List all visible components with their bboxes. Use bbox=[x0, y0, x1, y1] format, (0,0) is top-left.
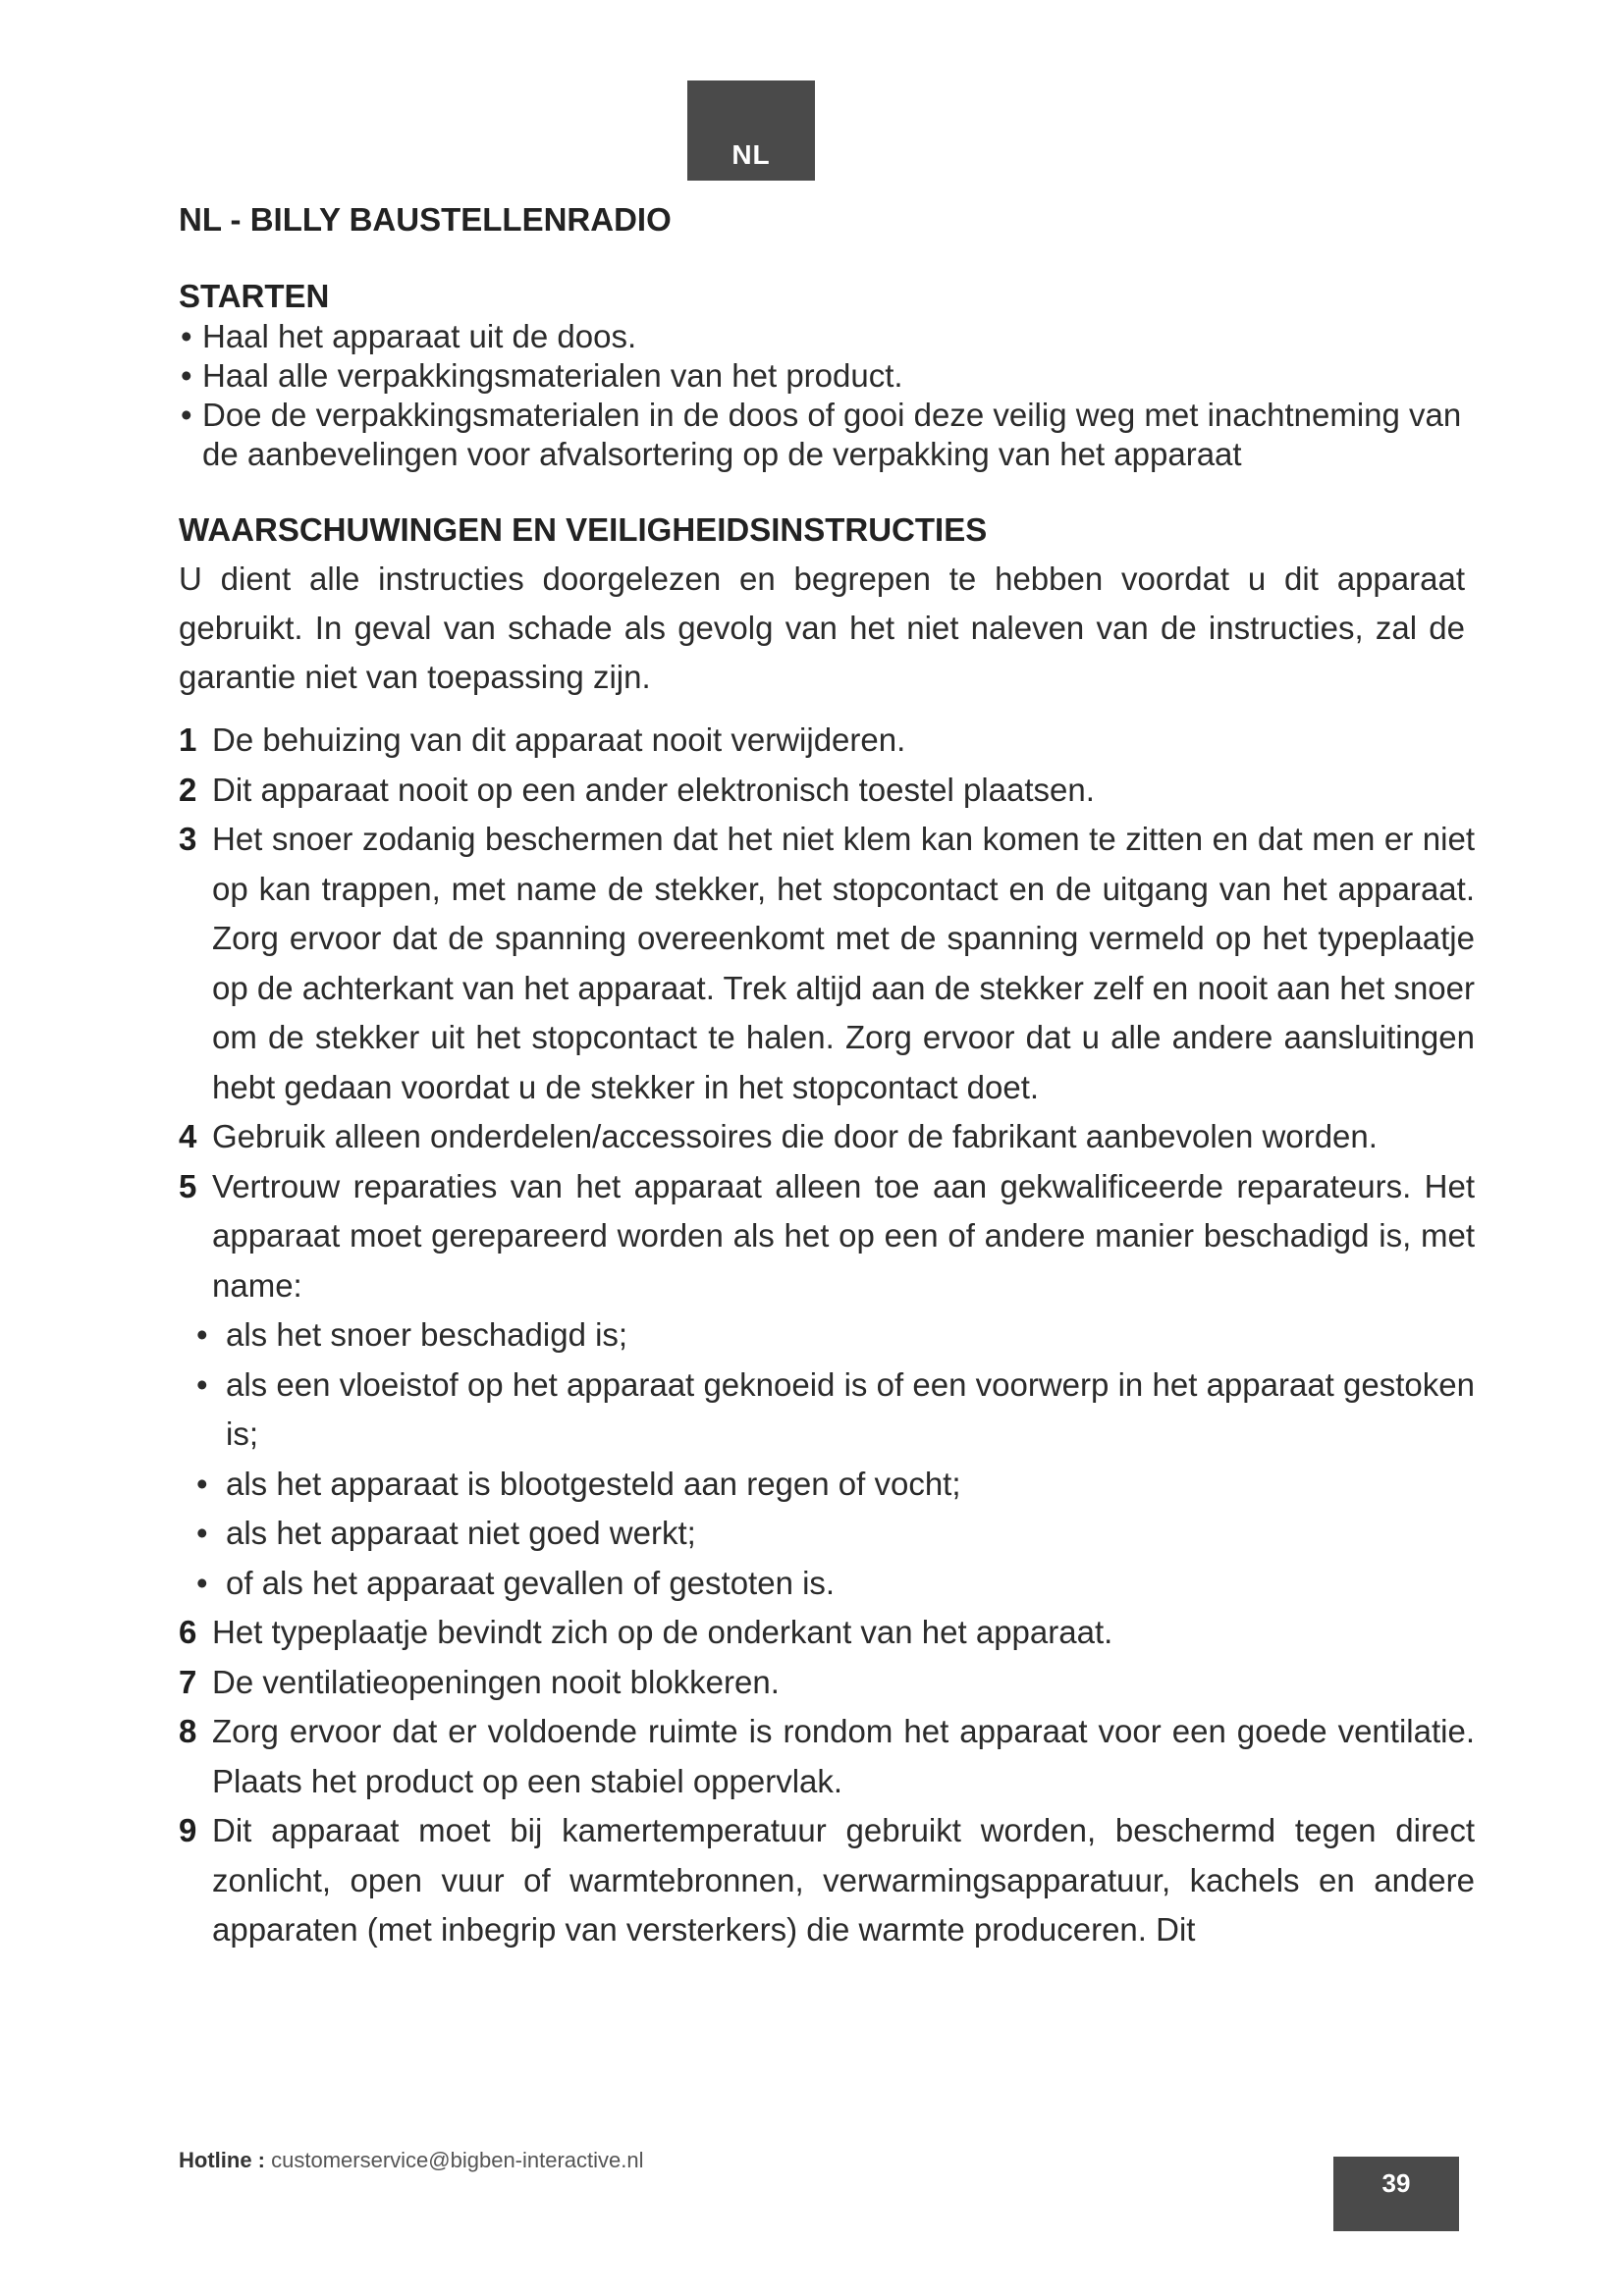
instruction-number: 7 bbox=[179, 1663, 197, 1700]
instruction-number: 9 bbox=[179, 1812, 197, 1848]
document-title: NL - BILLY BAUSTELLENRADIO bbox=[179, 201, 672, 238]
list-item: • als een vloeistof op het apparaat geknoeid is of een voorwerp in het apparaat gestoken is; bbox=[179, 1361, 1475, 1460]
instruction-text: Dit apparaat moet bij kamertemperatuur gebruikt worden, beschermd tegen direct zonlicht, open vuur of warmtebronnen, verwarmingsapparatuur, kachels en andere apparaten (met inbegrip van versterkers) die warmte produceren. Dit bbox=[212, 1812, 1475, 1948]
page-number: 39 bbox=[1381, 2168, 1411, 2198]
instruction-text: Het typeplaatje bevindt zich op de onderkant van het apparaat. bbox=[212, 1614, 1113, 1650]
instruction-text: De ventilatieopeningen nooit blokkeren. bbox=[212, 1663, 780, 1700]
instruction-2 bbox=[179, 766, 1475, 816]
hotline-email[interactable]: customerservice@bigben-interactive.nl bbox=[271, 2148, 644, 2172]
instruction-text: Dit apparaat nooit op een ander elektronisch toestel plaatsen. bbox=[212, 771, 1095, 808]
damage-conditions-list bbox=[212, 1310, 1475, 1608]
instruction-text: Gebruik alleen onderdelen/accessoires die door de fabrikant aanbevolen worden. bbox=[212, 1118, 1378, 1154]
page-content bbox=[179, 201, 1475, 1955]
starten-list bbox=[179, 317, 1475, 474]
language-tab bbox=[687, 80, 815, 181]
instruction-3 bbox=[179, 815, 1475, 1112]
instruction-number: 8 bbox=[179, 1713, 197, 1749]
instruction-4 bbox=[179, 1112, 1475, 1162]
instruction-7 bbox=[179, 1658, 1475, 1708]
list-item: • als het apparaat is blootgesteld aan regen of vocht; bbox=[179, 1460, 1475, 1510]
starten-heading: STARTEN bbox=[179, 278, 330, 314]
warnings-heading: WAARSCHUWINGEN EN VEILIGHEIDSINSTRUCTIES bbox=[179, 511, 988, 548]
instruction-text: De behuizing van dit apparaat nooit verwijderen. bbox=[212, 721, 906, 758]
instruction-6 bbox=[179, 1608, 1475, 1658]
warnings-intro: U dient alle instructies doorgelezen en begrepen te hebben voordat u dit apparaat gebruikt. In geval van schade als gevolg van het niet naleven van de instructies, zal de garantie niet van toepassing zijn. bbox=[179, 561, 1465, 695]
list-item: • Haal het apparaat uit de doos. bbox=[179, 317, 1475, 356]
list-item: • of als het apparaat gevallen of gestoten is. bbox=[179, 1559, 1475, 1609]
instruction-text: Zorg ervoor dat er voldoende ruimte is rondom het apparaat voor een goede ventilatie. Plaats het product op een stabiel oppervlak. bbox=[212, 1713, 1475, 1799]
instruction-1 bbox=[179, 716, 1475, 766]
instruction-text: Het snoer zodanig beschermen dat het niet klem kan komen te zitten en dat men er niet op kan trappen, met name de stekker, het stopcontact en de uitgang van het apparaat. Zorg ervoor dat de spanning overeenkomt met de spanning vermeld op het typeplaatje op de achterkant van het apparaat. Trek altijd aan de stekker zelf en nooit aan het snoer om de stekker uit het stopcontact te halen. Zorg ervoor dat u alle andere aansluitingen hebt gedaan voordat u de stekker in het stopcontact doet. bbox=[212, 821, 1476, 1105]
language-label: NL bbox=[731, 139, 771, 170]
list-item: • Haal alle verpakkingsmaterialen van het product. bbox=[179, 356, 1475, 396]
page-number-box bbox=[1333, 2157, 1459, 2231]
instruction-9 bbox=[179, 1806, 1475, 1955]
instruction-number: 1 bbox=[179, 721, 197, 758]
instruction-5 bbox=[179, 1162, 1475, 1609]
instruction-number: 3 bbox=[179, 821, 197, 857]
list-item: • als het apparaat niet goed werkt; bbox=[179, 1509, 1475, 1559]
list-item: • als het snoer beschadigd is; bbox=[179, 1310, 1475, 1361]
hotline-label: Hotline : bbox=[179, 2148, 265, 2172]
safety-instructions-list bbox=[179, 716, 1475, 1955]
instruction-number: 4 bbox=[179, 1118, 197, 1154]
instruction-text: Vertrouw reparaties van het apparaat alleen toe aan gekwalificeerde reparateurs. Het apparaat moet gerepareerd worden als het op een of andere manier beschadigd is, met name: bbox=[212, 1167, 1475, 1304]
instruction-8 bbox=[179, 1707, 1475, 1806]
instruction-number: 2 bbox=[179, 771, 197, 808]
footer-hotline bbox=[179, 2148, 644, 2173]
list-item: • Doe de verpakkingsmaterialen in de doos of gooi deze veilig weg met inachtneming van de aanbevelingen voor afvalsortering op de verpakking van het apparaat bbox=[179, 396, 1475, 474]
instruction-number: 5 bbox=[179, 1167, 197, 1204]
instruction-number: 6 bbox=[179, 1614, 197, 1650]
